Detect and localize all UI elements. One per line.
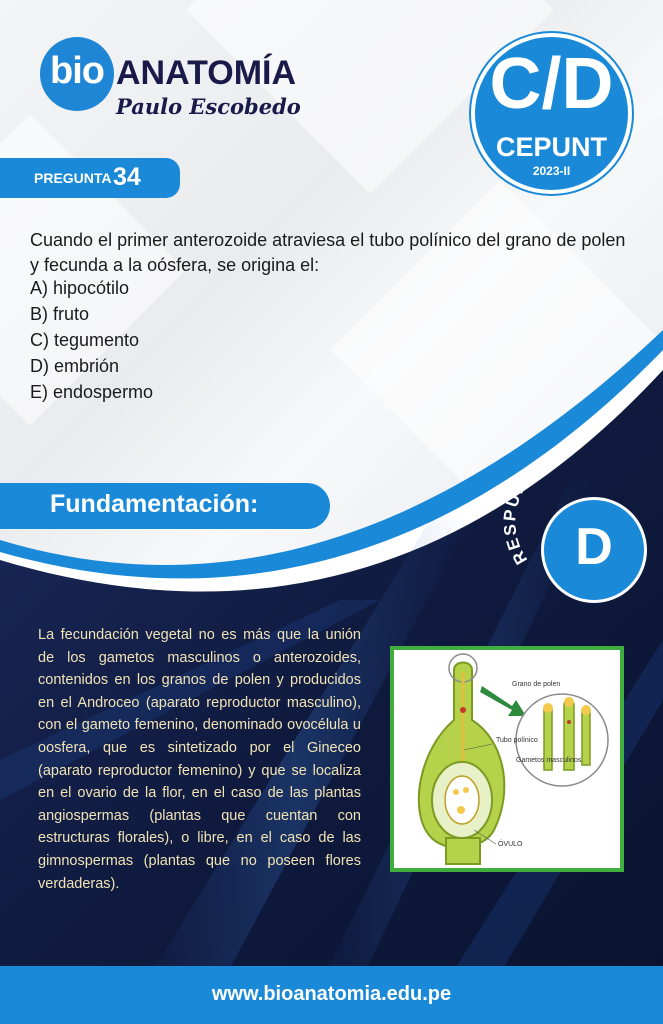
question-text: Cuando el primer anterozoide atraviesa el tubo polínico del grano de polen y fecunda a la oósfera, se origina el: <box>30 230 626 275</box>
question-number: 34 <box>113 163 141 191</box>
answer-letter: D <box>575 518 613 576</box>
pistil-diagram <box>394 650 620 868</box>
explanation-body: La fecundación vegetal no es más que la unión de los gametos masculinos o anterozoides, contenidos en los granos de polen y producidos en el Androceo (aparato reproductor masculino), con el gameto femenino, denominado ovocélula u oosfera, que es sintetizado por el Gineceo (aparato reproductor femenino) y que se localiza en el ovario de la flor, en el caso de las plantas angiospermas (plantas que cuentan con estructuras florales), o libre, en el caso de las gimnospermas (plantas que no poseen flores verdaderas). <box>38 627 361 892</box>
option-c: C) tegumento <box>30 330 140 350</box>
label-pollen-tube: Tubo polínico <box>496 737 538 744</box>
option-b: B) fruto <box>30 304 90 324</box>
logo-author: Paulo Escobedo <box>116 94 301 119</box>
option-d: D) embrión <box>30 356 120 376</box>
footer-url[interactable]: www.bioanatomia.edu.pe <box>211 983 452 1005</box>
exam-institution: CEPUNT <box>495 132 607 162</box>
fertilization-illustration <box>390 646 624 872</box>
logo-name: ANATOMÍA <box>116 54 297 92</box>
option-a: A) hipocótilo <box>30 278 130 298</box>
answer-label: RESPUESTA <box>500 450 562 568</box>
question-label: PREGUNTA <box>34 170 112 186</box>
exam-code: C/D <box>489 44 614 124</box>
explanation-heading: Fundamentación: <box>50 490 259 518</box>
label-male-gametes: Gametos masculinos <box>516 757 582 764</box>
label-pollen-grain: Grano de polen <box>512 681 561 688</box>
option-e: E) endospermo <box>30 382 154 402</box>
exam-period: 2023-II <box>532 164 571 178</box>
logo-bio-text: bio <box>50 50 104 92</box>
label-ovule: ÓVULO <box>498 841 523 848</box>
